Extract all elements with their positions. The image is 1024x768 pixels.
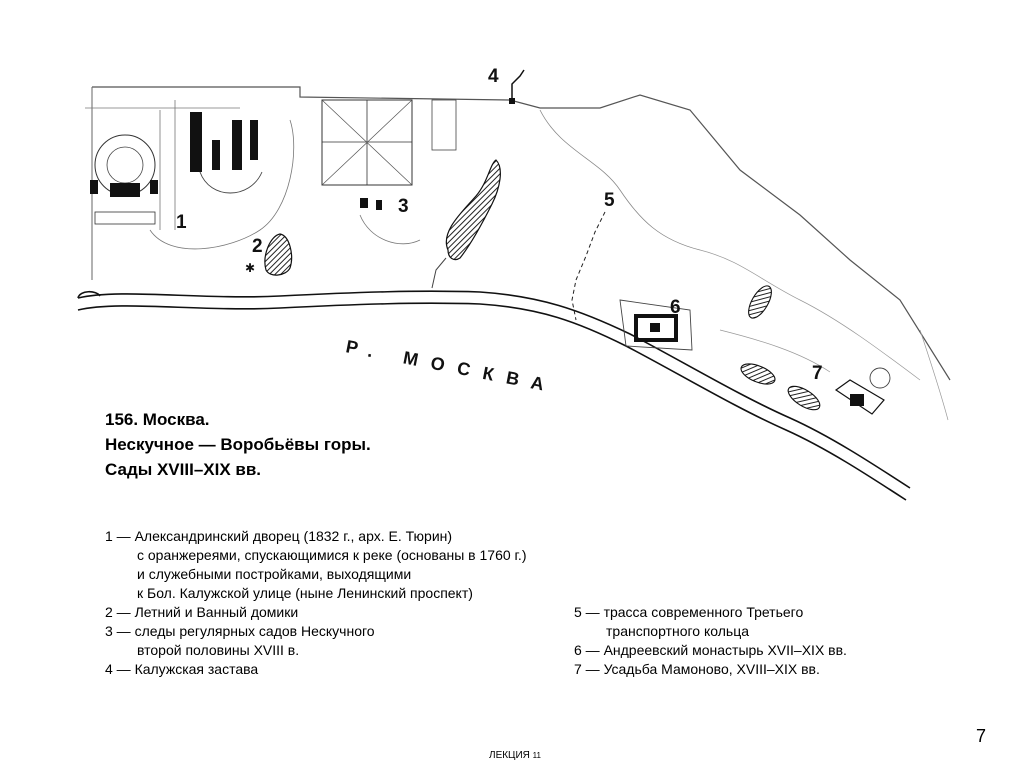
legend-right [574, 603, 847, 679]
river-label: Р. МОСКВА [344, 336, 559, 397]
title-line-1: 156. Москва. [105, 410, 210, 429]
map-marker-3: 3 [398, 196, 409, 217]
legend-item-3: 3 — следы регулярных садов Нескучного [105, 623, 375, 639]
andreevsky-monastery [620, 300, 692, 350]
legend-item-4: 4 — Калужская застава [105, 661, 259, 677]
legend-item-1: 1 — Александринский дворец (1832 г., арх. Е. Тюрин) [105, 528, 453, 544]
territory-boundary [92, 87, 950, 380]
map-marker-7: 7 [812, 363, 823, 384]
legend-item-1-cont-3: к Бол. Калужской улице (ныне Ленинский проспект) [137, 585, 473, 601]
mamonovo-estate [836, 368, 890, 414]
figure-title [105, 407, 371, 482]
map-marker-4: 4 [488, 66, 499, 87]
hatched-pond [446, 160, 500, 260]
footer-label: ЛЕКЦИЯ [489, 750, 530, 761]
map-marker-1: 1 [176, 212, 187, 233]
kaluga-gate [509, 70, 524, 104]
hatched-pond-a [744, 282, 776, 321]
title-line-2: Нескучное — Воробьёвы горы. [105, 435, 371, 454]
legend-left [105, 527, 526, 679]
map-marker-2: 2 [252, 236, 263, 257]
footer-number: 11 [532, 751, 541, 760]
svg-text:✱: ✱ [245, 261, 256, 275]
summer-bath-houses [265, 234, 292, 275]
map-marker-5: 5 [604, 190, 615, 211]
legend-item-3-cont-1: второй половины XVIII в. [137, 642, 300, 658]
footer [489, 750, 541, 761]
legend-item-2: 2 — Летний и Ванный домики [105, 604, 299, 620]
map-marker-6: 6 [670, 297, 681, 318]
legend-item-7: 7 — Усадьба Мамоново, XVIII–XIX вв. [574, 661, 820, 677]
palace-area [90, 100, 294, 275]
legend-item-1-cont-1: с оранжереями, спускающимися к реке (основаны в 1760 г.) [137, 547, 527, 563]
page-number: 7 [976, 726, 987, 746]
hatched-pond-b [738, 360, 777, 388]
stream [432, 258, 446, 288]
legend-item-6: 6 — Андреевский монастырь XVII–XIX вв. [574, 642, 847, 658]
legend-item-5: 5 — трасса современного Третьего [574, 604, 804, 620]
hatched-pond-c [784, 382, 823, 415]
regular-gardens [322, 100, 456, 244]
legend-item-5-cont-1: транспортного кольца [606, 623, 749, 639]
third-ring-trace [572, 212, 605, 320]
legend-item-1-cont-2: и служебными постройками, выходящими [137, 566, 412, 582]
title-line-3: Сады XVIII–XIX вв. [105, 460, 262, 479]
